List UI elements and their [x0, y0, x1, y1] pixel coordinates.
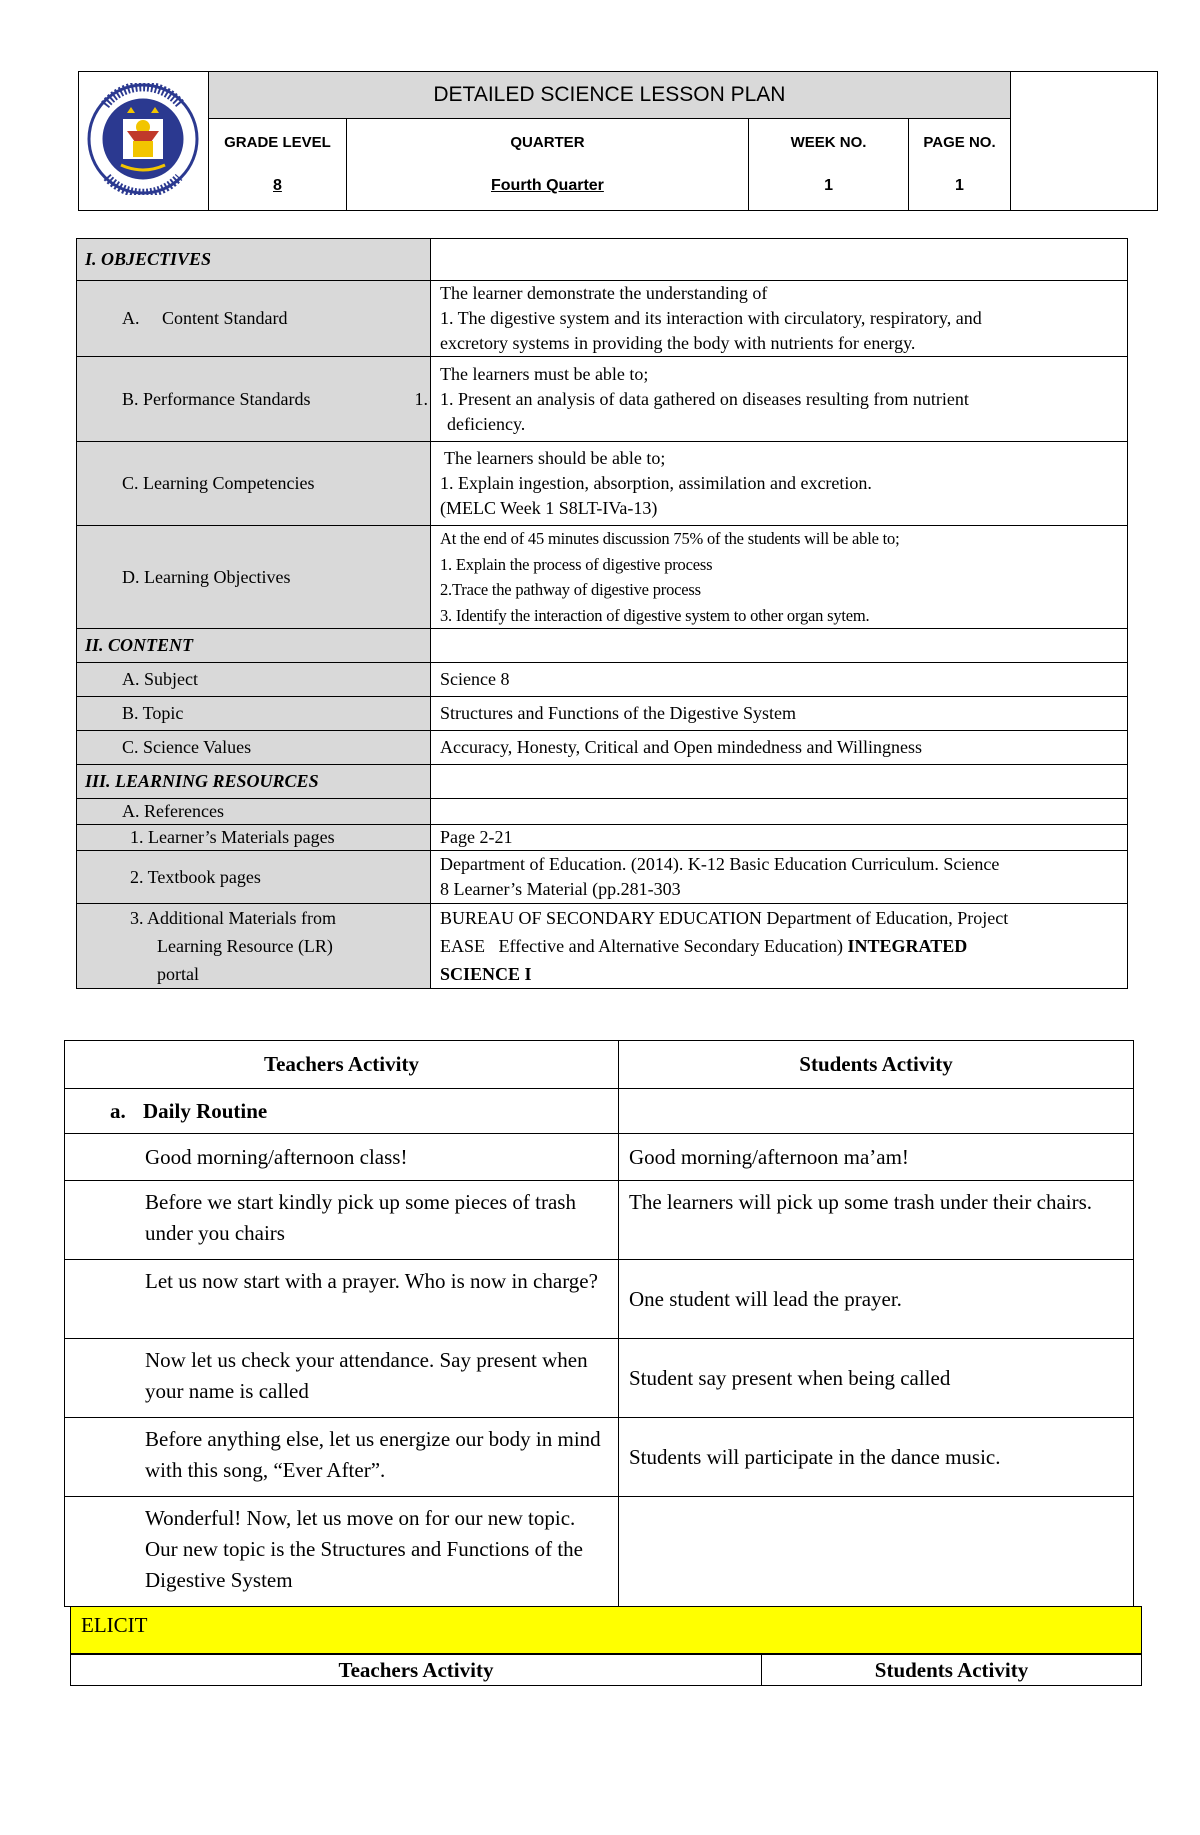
objectives-blank [431, 239, 1128, 281]
learning-objectives-line: At the end of 45 minutes discussion 75% of the students will be able to; [440, 529, 900, 548]
week-label: WEEK NO. [790, 134, 867, 151]
textbook-line: 8 Learner’s Material (pp.281-303 [440, 879, 681, 899]
learners-materials-value: Page 2-21 [431, 825, 1128, 851]
additional-label-line: Learning Resource (LR) [157, 936, 333, 956]
learning-objectives-line: 3. Identify the interaction of digestive system to other organ sytem. [440, 605, 870, 625]
additional-value-line: EASE Effective and Alternative Secondary Education) [440, 936, 844, 956]
daily-routine-blank [619, 1089, 1134, 1134]
teachers-activity-header: Teachers Activity [65, 1041, 619, 1089]
science-i-text: SCIENCE I [440, 964, 532, 984]
teacher-activity-cell: Let us now start with a prayer. Who is now in charge? [65, 1260, 619, 1339]
student-activity-cell: One student will lead the prayer. [619, 1260, 1134, 1339]
subject-value: Science 8 [431, 663, 1128, 697]
learners-materials-label: 1. Learner’s Materials pages [77, 825, 431, 851]
performance-marker: 1. [414, 389, 428, 409]
references-label: A. References [77, 799, 431, 825]
additional-label-line: 3. Additional Materials from [130, 908, 336, 928]
learning-objectives-line: 2.Trace the pathway of digestive process [440, 580, 701, 599]
elicit-label: ELICIT [81, 1613, 148, 1637]
teacher-activity-cell: Good morning/afternoon class! [65, 1134, 619, 1181]
students-activity-header: Students Activity [619, 1041, 1134, 1089]
page-value: 1 [955, 177, 964, 194]
page-cell [909, 119, 1011, 211]
grade-level-label: GRADE LEVEL [224, 134, 331, 151]
student-activity-cell: Good morning/afternoon ma’am! [619, 1134, 1134, 1181]
objectives-heading: I. OBJECTIVES [77, 239, 431, 281]
additional-materials-label [77, 904, 431, 989]
content-heading: II. CONTENT [77, 629, 431, 663]
performance-standards-label-cell [77, 357, 431, 442]
additional-value-line: BUREAU OF SECONDARY EDUCATION Department of Education, Project [440, 908, 1009, 928]
performance-standards-label: B. Performance Standards [122, 388, 311, 409]
textbook-line: Department of Education. (2014). K-12 Basic Education Curriculum. Science [440, 854, 1000, 874]
topic-label: B. Topic [77, 697, 431, 731]
elicit-teachers-header: Teachers Activity [71, 1655, 762, 1686]
science-values-label: C. Science Values [77, 731, 431, 765]
performance-line: 1. Present an analysis of data gathered on diseases resulting from nutrient [440, 388, 969, 409]
performance-line: The learners must be able to; [440, 363, 649, 384]
header-blank-cell [1010, 72, 1157, 211]
seal-cell [79, 72, 209, 211]
learning-objectives-line: 1. Explain the process of digestive process [440, 554, 713, 574]
integrated-text: INTEGRATED [847, 936, 968, 956]
topic-value: Structures and Functions of the Digestive System [431, 697, 1128, 731]
daily-routine-marker: a. [110, 1098, 126, 1123]
week-value: 1 [824, 177, 833, 194]
elicit-banner [70, 1606, 1142, 1654]
content-standard-line: excretory systems in providing the body with nutrients for energy. [440, 333, 916, 353]
teacher-activity-cell: Before we start kindly pick up some pieces of trash under you chairs [65, 1181, 619, 1260]
daily-routine-cell [65, 1089, 619, 1134]
header-table [78, 71, 1158, 211]
teacher-activity-cell: Before anything else, let us energize our body in mind with this song, “Ever After”. [65, 1418, 619, 1497]
student-activity-cell [619, 1497, 1134, 1607]
quarter-value: Fourth Quarter [491, 177, 604, 194]
teacher-activity-cell: Now let us check your attendance. Say present when your name is called [65, 1339, 619, 1418]
science-values-value: Accuracy, Honesty, Critical and Open mindedness and Willingness [431, 731, 1128, 765]
daily-routine-label: Daily Routine [143, 1098, 268, 1123]
content-standard-label: A. Content Standard [77, 281, 431, 357]
activity-table [64, 1040, 1134, 1607]
subject-label: A. Subject [77, 663, 431, 697]
week-cell [748, 119, 908, 211]
content-blank [431, 629, 1128, 663]
page-label: PAGE NO. [923, 134, 996, 151]
elicit-header-table [70, 1654, 1142, 1686]
quarter-label: QUARTER [510, 134, 585, 151]
competencies-line: (MELC Week 1 S8LT-IVa-13) [440, 498, 658, 518]
competencies-line: The learners should be able to; [444, 448, 666, 468]
additional-label-line: portal [157, 964, 199, 984]
learning-competencies-label: C. Learning Competencies [77, 442, 431, 526]
textbook-pages-value [431, 851, 1128, 904]
learning-objectives-value [431, 526, 1128, 629]
lesson-plan-title: DETAILED SCIENCE LESSON PLAN [208, 72, 1010, 119]
learning-objectives-label: D. Learning Objectives [77, 526, 431, 629]
content-standard-value [431, 281, 1128, 357]
deped-seal-icon [87, 83, 199, 195]
performance-line: deficiency. [447, 413, 526, 434]
grade-level-value: 8 [273, 177, 282, 194]
references-blank [431, 799, 1128, 825]
grade-level-cell [208, 119, 346, 211]
content-standard-line: The learner demonstrate the understanding of [440, 283, 768, 303]
quarter-cell [346, 119, 748, 211]
performance-standards-value [431, 357, 1128, 442]
additional-materials-value [431, 904, 1128, 989]
learning-competencies-value [431, 442, 1128, 526]
student-activity-cell: Student say present when being called [619, 1339, 1134, 1418]
competencies-line: 1. Explain ingestion, absorption, assimilation and excretion. [440, 473, 872, 493]
student-activity-cell: Students will participate in the dance music. [619, 1418, 1134, 1497]
student-activity-cell: The learners will pick up some trash under their chairs. [619, 1181, 1134, 1260]
content-standard-line: 1. The digestive system and its interaction with circulatory, respiratory, and [440, 308, 982, 328]
teacher-activity-cell: Wonderful! Now, let us move on for our new topic. Our new topic is the Structures and Functions of the Digestive System [65, 1497, 619, 1607]
textbook-pages-label: 2. Textbook pages [77, 851, 431, 904]
learning-resources-heading: III. LEARNING RESOURCES [77, 765, 431, 799]
elicit-students-header: Students Activity [762, 1655, 1142, 1686]
resources-blank [431, 765, 1128, 799]
objectives-table [76, 238, 1128, 989]
